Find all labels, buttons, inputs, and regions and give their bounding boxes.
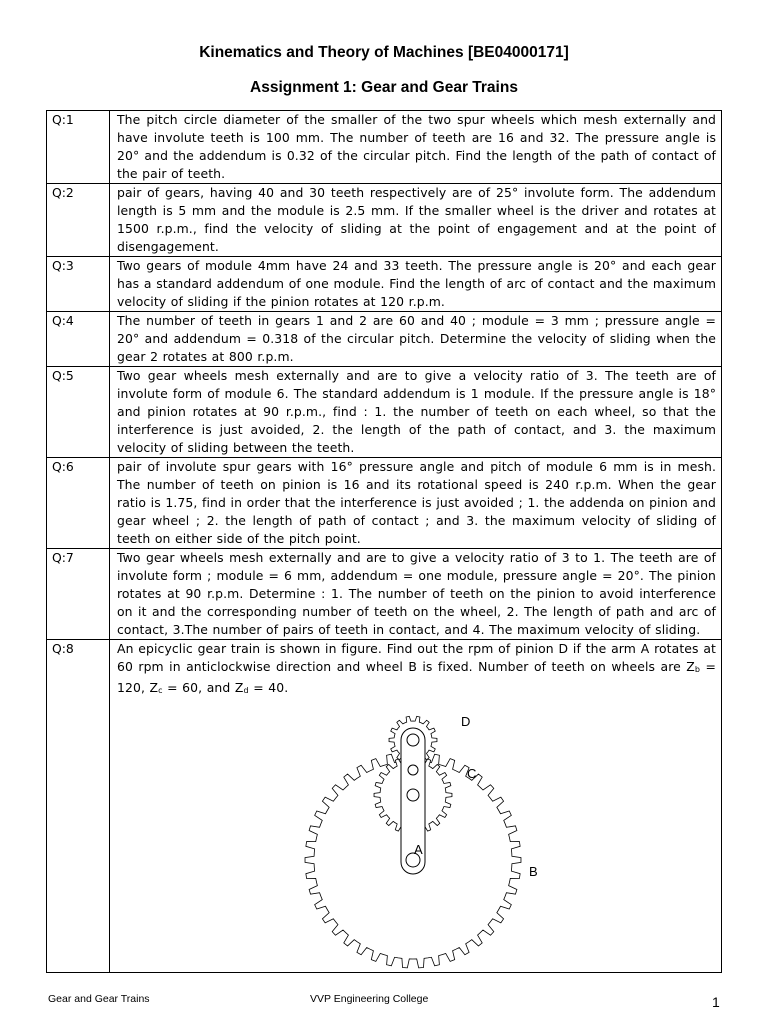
question-text: pair of involute spur gears with 16° pressure angle and pitch of module 6 mm is in mesh. The number of teeth on pinion is 16 and its rotational speed is 240 r.p.m. When the gear ratio is 1.75, find in order that the interference is just avoided ; 1. the addenda on pinion and gear wheel ; 2. the length of path of contact ; and 3. the maximum velocity of sliding of teeth on either side of the pitch point.	[110, 458, 722, 549]
zb-subscript: b	[694, 665, 701, 674]
question-number: Q:1	[47, 111, 110, 184]
label-a: A	[414, 842, 423, 857]
question-row	[47, 111, 722, 184]
question-text: The pitch circle diameter of the smaller of the two spur wheels which mesh externally and have involute teeth is 100 mm. The number of teeth are 16 and 32. The pressure angle is 20° and the addendum is 0.32 of the circular pitch. Find the length of the path of contact of the pair of teeth.	[110, 111, 722, 184]
question-number: Q:4	[47, 312, 110, 367]
label-d: D	[461, 714, 471, 729]
question-text: Two gear wheels mesh externally and are to give a velocity ratio of 3. The teeth are of involute form of module 6. The standard addendum is 1 module. If the pressure angle is 18° and pinion rotates at 90 r.p.m., find : 1. the number of teeth on each wheel, so that the interference is just avoided, 2. the length of the path of contact, and 3. the maximum velocity of sliding between the teeth.	[110, 367, 722, 458]
question-row	[47, 458, 722, 549]
questions-table	[46, 110, 722, 973]
zc-subscript: c	[158, 686, 163, 695]
arm-pivot-c-upper	[408, 765, 418, 775]
zd-value: = 40.	[248, 680, 289, 695]
q8-text	[117, 640, 716, 700]
question-text: Two gear wheels mesh externally and are to give a velocity ratio of 3 to 1. The teeth are of involute form ; module = 6 mm, addendum = one module, pressure angle = 20°. The pinion rotates at 90 r.p.m. Determine : 1. The number of teeth on the pinion to avoid interference on it and the corresponding number of teeth on the wheel, 2. The length of path and arc of contact, 3.The number of pairs of teeth in contact, and 4. The maximum velocity of sliding.	[110, 549, 722, 640]
question-number: Q:2	[47, 184, 110, 257]
arm-pivot-c	[407, 789, 419, 801]
label-c: C	[467, 766, 477, 781]
footer-course: Gear and Gear Trains	[48, 993, 150, 1005]
question-row	[47, 257, 722, 312]
question-number: Q:5	[47, 367, 110, 458]
question-text: Two gears of module 4mm have 24 and 33 teeth. The pressure angle is 20° and each gear has a standard addendum of one module. Find the length of arc of contact and the maximum velocity of sliding if the pinion rotates at 120 r.p.m.	[110, 257, 722, 312]
zc-value: = 60, and	[162, 680, 235, 695]
assignment-title: Assignment 1: Gear and Gear Trains	[250, 79, 518, 96]
question-number: Q:6	[47, 458, 110, 549]
epicyclic-figure	[117, 700, 716, 972]
question-number: Q:3	[47, 257, 110, 312]
question-row	[47, 184, 722, 257]
zb-symbol: Z	[686, 659, 695, 674]
footer-college: VVP Engineering College	[310, 993, 429, 1005]
question-number: Q:8	[47, 640, 110, 973]
zc-symbol: Z	[149, 680, 159, 695]
question-row	[47, 367, 722, 458]
zb-value: = 120,	[117, 659, 716, 695]
page-number: 1	[712, 994, 720, 1010]
question-text: The number of teeth in gears 1 and 2 are 60 and 40 ; module = 3 mm ; pressure angle = 20° and addendum = 0.318 of the circular pitch. Determine the velocity of sliding when the gear 2 rotates at 800 r.p.m.	[110, 312, 722, 367]
question-row-q8	[47, 640, 722, 973]
question-text	[110, 640, 722, 973]
question-row	[47, 312, 722, 367]
zd-subscript: d	[243, 686, 249, 695]
question-text: pair of gears, having 40 and 30 teeth respectively are of 25° involute form. The addendum length is 5 mm and the module is 2.5 mm. If the smaller wheel is the driver and rotates at 1500 r.p.m., find the velocity of sliding at the point of engagement and at the point of disengagement.	[110, 184, 722, 257]
q8-body: An epicyclic gear train is shown in figure. Find out the rpm of pinion D if the arm A rotates at 60 rpm in anticlockwise direction and wheel B is fixed. Number of teeth on wheels are	[117, 641, 716, 674]
label-b: B	[529, 864, 538, 879]
question-number: Q:7	[47, 549, 110, 640]
questions-body	[47, 111, 722, 973]
document-title: Kinematics and Theory of Machines [BE04000171]	[199, 44, 569, 61]
arm-pivot-d	[407, 734, 419, 746]
question-row	[47, 549, 722, 640]
gear-train-diagram	[117, 700, 723, 972]
zd-symbol: Z	[234, 680, 244, 695]
